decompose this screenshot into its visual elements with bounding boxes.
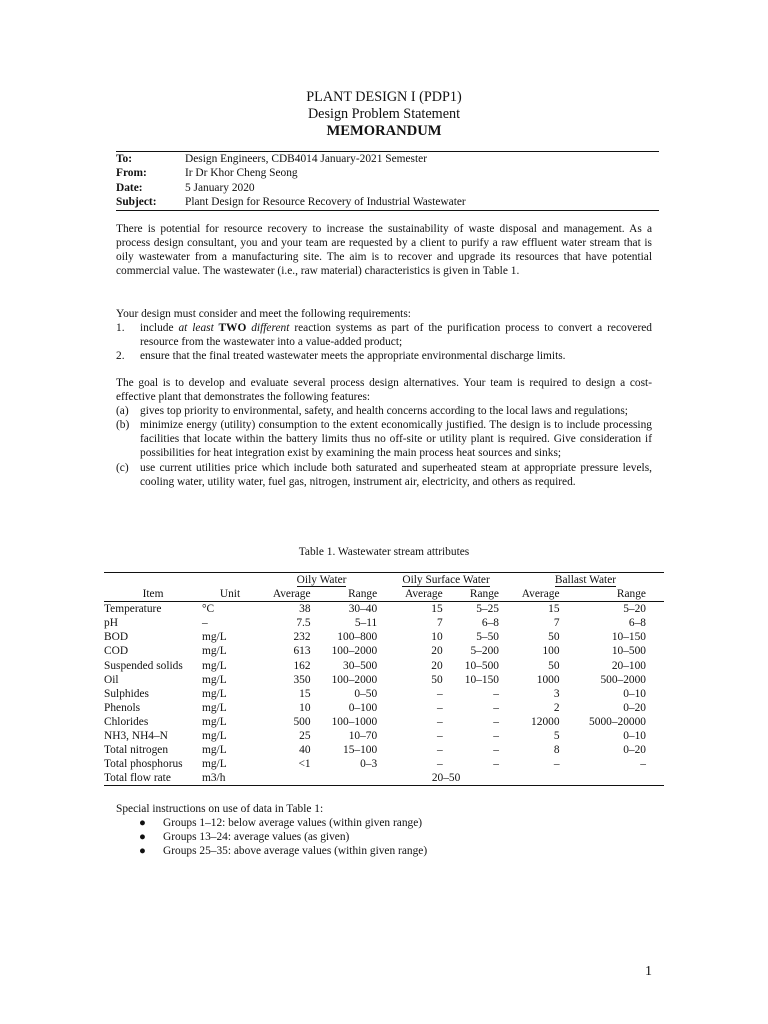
table-cell: 1000	[536, 673, 560, 686]
table-cell: 500	[293, 715, 311, 728]
table-cell: –	[202, 617, 208, 630]
intro-text: There is potential for resource recovery to increase the sustainability of waste disposal and management. As a process design consultant, you and your team are requested by a client to purify a raw effluent water stream that is oily wastewater from a manufacturing site. The aim is to recover and upgrade its resources that have potential commercial value. The wastewater (i.e., raw material) characteristics is given in Table 1.	[116, 223, 652, 278]
requirement-item	[116, 349, 652, 363]
column-header: Average	[258, 587, 311, 602]
features-list	[116, 404, 652, 489]
table-cell: 50	[548, 659, 560, 672]
text-run: reaction systems as part of the purification process to convert a recovered resource from the wastewater into a value-added product;	[140, 322, 653, 349]
bullet-icon: ●	[139, 831, 146, 844]
table-cell: m3/h	[202, 771, 258, 786]
special-instructions	[116, 802, 652, 858]
column-header: Item	[104, 587, 202, 602]
table-cell: COD	[104, 645, 129, 658]
table-cell: Total nitrogen	[104, 744, 169, 757]
table-cell: 5–200	[470, 645, 499, 658]
column-header: Average	[385, 587, 443, 602]
group-header-text: Ballast Water	[554, 574, 617, 586]
table-cell: 25	[299, 730, 311, 743]
table-cell: 232	[293, 631, 311, 644]
blank-cell	[104, 573, 202, 588]
table-cell: 5–20	[623, 603, 646, 616]
list-item	[116, 816, 652, 830]
column-header: Range	[443, 587, 507, 602]
table-cell: °C	[202, 603, 215, 616]
table-cell: 10–150	[464, 673, 499, 686]
requirements-lead: Your design must consider and meet the following requirements:	[116, 308, 411, 320]
table-cell: mg/L	[202, 744, 227, 757]
table-cell: 50	[431, 673, 443, 686]
requirement-text: ensure that the final treated wastewater meets the appropriate environmental discharge limits.	[140, 350, 566, 363]
memorandum-heading: MEMORANDUM	[326, 123, 442, 139]
table-cell: 100–800	[337, 631, 378, 644]
table-cell: <1	[298, 758, 311, 771]
table-body	[104, 602, 664, 772]
list-item	[116, 844, 652, 858]
table-cell: BOD	[104, 631, 129, 644]
blank-cell	[311, 771, 386, 786]
table-cell: mg/L	[202, 631, 227, 644]
table-caption: Table 1. Wastewater stream attributes	[298, 546, 470, 558]
table-row	[104, 644, 664, 658]
feature-item	[116, 461, 652, 489]
table-row	[104, 729, 664, 743]
column-header: Range	[560, 587, 664, 602]
table-row	[104, 630, 664, 644]
table-cell: 20	[431, 645, 443, 658]
memo-from-value: Ir Dr Khor Cheng Seong	[185, 167, 298, 180]
table-cell: –	[493, 744, 499, 757]
group-header	[507, 573, 664, 588]
bullet-text: Groups 25–35: above average values (within given range)	[163, 845, 428, 858]
list-marker: 2.	[116, 350, 125, 363]
column-header: Range	[311, 587, 386, 602]
table-cell: 5000–20000	[589, 715, 646, 728]
table-cell: –	[436, 744, 443, 757]
goal-lead: The goal is to develop and evaluate several process design alternatives. Your team is required to design a cost-effective plant that demonstrates the following features:	[116, 377, 652, 404]
memo-date-value: 5 January 2020	[185, 181, 255, 194]
table-cell: 40	[299, 744, 311, 757]
table-cell: –	[436, 730, 443, 743]
memo-to-row	[116, 152, 659, 166]
table-cell: 100–2000	[331, 673, 378, 686]
table-cell: mg/L	[202, 645, 227, 658]
table-cell: 5–50	[476, 631, 499, 644]
list-marker: 1.	[116, 322, 125, 335]
table-column-header-row	[104, 587, 664, 602]
table-cell: –	[640, 758, 646, 771]
table-cell: –	[436, 758, 443, 771]
table-cell: –	[493, 687, 499, 700]
table-cell: –	[493, 715, 499, 728]
memo-subject-row	[116, 195, 659, 209]
bullet-text: Groups 13–24: average values (as given)	[163, 831, 350, 844]
table-cell: 7.5	[296, 617, 311, 630]
feature-item	[116, 418, 652, 460]
table-row	[104, 673, 664, 687]
table-cell: 350	[293, 673, 311, 686]
column-header: Unit	[202, 587, 258, 602]
memo-subject-value: Plant Design for Resource Recovery of Industrial Wastewater	[185, 195, 466, 208]
list-marker: (c)	[116, 461, 129, 474]
memo-to-label: To:	[116, 153, 133, 165]
table-cell: 500–2000	[600, 673, 646, 686]
table-cell: mg/L	[202, 758, 227, 771]
requirement-text	[140, 321, 652, 349]
table-cell: 0–3	[360, 758, 378, 771]
goal-section	[116, 376, 652, 489]
emphasis-text: at least	[178, 322, 214, 335]
table-cell: 0–100	[348, 701, 378, 714]
table-cell: 15	[548, 603, 560, 616]
table-cell: 100	[542, 645, 560, 658]
table-row	[104, 602, 664, 617]
list-item	[116, 830, 652, 844]
table-cell: 5	[553, 730, 560, 743]
group-header	[258, 573, 385, 588]
table-row	[104, 715, 664, 729]
memo-from-label: From:	[116, 167, 147, 180]
intro-paragraph	[116, 222, 652, 278]
feature-text: gives top priority to environmental, safety, and health concerns according to the local laws and regulations;	[140, 405, 628, 418]
memo-from-row	[116, 166, 659, 180]
table-cell: 162	[293, 659, 311, 672]
table-cell: pH	[104, 617, 118, 630]
table-cell: –	[553, 758, 560, 771]
memo-bottom-rule	[116, 210, 659, 211]
requirements-list	[116, 321, 652, 363]
table-cell: 20–50	[385, 771, 507, 786]
table-cell: mg/L	[202, 715, 227, 728]
table-cell: 0–10	[623, 730, 646, 743]
table-cell: 30–500	[343, 659, 378, 672]
course-title: PLANT DESIGN I (PDP1)	[306, 89, 462, 105]
table-cell: 5–11	[354, 617, 378, 630]
table-cell: Sulphides	[104, 687, 149, 700]
wastewater-attributes-table	[104, 572, 664, 786]
table-cell: mg/L	[202, 659, 227, 672]
table-cell: 12000	[531, 715, 560, 728]
table-cell: Oil	[104, 673, 119, 686]
table-cell: Suspended solids	[104, 659, 183, 672]
table-cell: Chlorides	[104, 715, 149, 728]
table-cell: mg/L	[202, 687, 227, 700]
memo-header-block	[116, 152, 659, 209]
memo-date-row	[116, 181, 659, 195]
table-cell: 20	[431, 659, 443, 672]
table-row	[104, 687, 664, 701]
table-cell: 0–10	[623, 687, 646, 700]
table-group-header-row	[104, 573, 664, 588]
table-cell: –	[436, 715, 443, 728]
list-marker: (b)	[116, 419, 130, 432]
text-run: include	[140, 322, 179, 335]
table-cell: 3	[553, 687, 560, 700]
table-cell: 7	[436, 617, 443, 630]
group-header	[385, 573, 507, 588]
table-cell: 6–8	[628, 617, 646, 630]
bullet-text: Groups 1–12: below average values (within given range)	[163, 817, 423, 830]
blank-cell	[560, 771, 664, 786]
emphasis-text: different	[251, 322, 290, 335]
blank-cell	[507, 771, 560, 786]
column-header: Average	[507, 587, 560, 602]
table-cell: Temperature	[104, 603, 162, 616]
table-cell: 15–100	[343, 744, 378, 757]
blank-cell	[202, 573, 258, 588]
requirement-item	[116, 321, 652, 349]
table-cell: 100–1000	[331, 715, 378, 728]
table-row	[104, 659, 664, 673]
table-row	[104, 757, 664, 771]
table-cell: 0–50	[354, 687, 378, 700]
page-number: 1	[645, 964, 652, 979]
table-cell: 100–2000	[331, 645, 378, 658]
memo-to-value: Design Engineers, CDB4014 January-2021 Semester	[185, 153, 428, 165]
table-cell: 7	[553, 617, 560, 630]
table-cell: 30–40	[348, 603, 378, 616]
table-cell: –	[436, 687, 443, 700]
table-cell: –	[493, 730, 499, 743]
table-cell: –	[493, 758, 499, 771]
feature-text: use current utilities price which include both saturated and superheated steam at appropriate pressure levels, cooling water, utility water, fuel gas, nitrogen, instrument air, electricity, and others as required.	[140, 461, 652, 488]
table-cell: 5–25	[476, 603, 499, 616]
table-cell: 0–20	[623, 701, 646, 714]
group-header-text: Oily Water	[296, 574, 347, 586]
table-cell: 50	[548, 631, 560, 644]
table-cell: 20–100	[611, 659, 646, 672]
table-row-flow-rate	[104, 771, 664, 786]
table-row	[104, 701, 664, 715]
table-row	[104, 616, 664, 630]
bullet-icon: ●	[139, 817, 146, 830]
table-cell: –	[493, 701, 499, 714]
table-cell: Phenols	[104, 701, 141, 714]
table-cell: –	[436, 701, 443, 714]
document-subtitle: Design Problem Statement	[307, 106, 461, 122]
table-cell: 613	[293, 645, 311, 658]
table-cell: Total flow rate	[104, 771, 202, 786]
group-header-text: Oily Surface Water	[402, 574, 490, 586]
table-cell: 15	[431, 603, 443, 616]
table-cell: mg/L	[202, 730, 227, 743]
table-cell: 8	[553, 744, 560, 757]
table-cell: mg/L	[202, 701, 227, 714]
table-cell: 10–500	[464, 659, 499, 672]
table-cell: 10–500	[611, 645, 646, 658]
blank-cell	[258, 771, 311, 786]
table-cell: NH3, NH4–N	[104, 730, 168, 743]
memo-subject-label: Subject:	[116, 195, 157, 208]
table-row	[104, 743, 664, 757]
table-cell: 10	[431, 631, 443, 644]
table-cell: 2	[553, 701, 560, 714]
table-cell: 6–8	[481, 617, 499, 630]
strong-text: TWO	[213, 322, 252, 335]
table-cell: 0–20	[623, 744, 646, 757]
feature-item	[116, 404, 652, 418]
table-cell: 38	[299, 603, 311, 616]
bullet-icon: ●	[139, 845, 146, 858]
table-cell: 10–150	[611, 631, 646, 644]
table-cell: 15	[299, 687, 311, 700]
table-cell: Total phosphorus	[104, 758, 183, 771]
feature-text: minimize energy (utility) consumption to the extent economically justified. The design is to include processing facilities that locate within the battery limits thus no off-site or utility plant is required. Give consideration if possibilities for heat integration exist by examining the main process heat sources and sinks;	[140, 419, 652, 460]
list-marker: (a)	[116, 405, 129, 418]
special-instructions-lead: Special instructions on use of data in Table 1:	[116, 803, 324, 815]
memo-date-label: Date:	[116, 181, 143, 194]
table-cell: 10	[299, 701, 311, 714]
table-cell: 10–70	[348, 730, 378, 743]
requirements-section	[116, 307, 652, 363]
table-cell: mg/L	[202, 673, 227, 686]
